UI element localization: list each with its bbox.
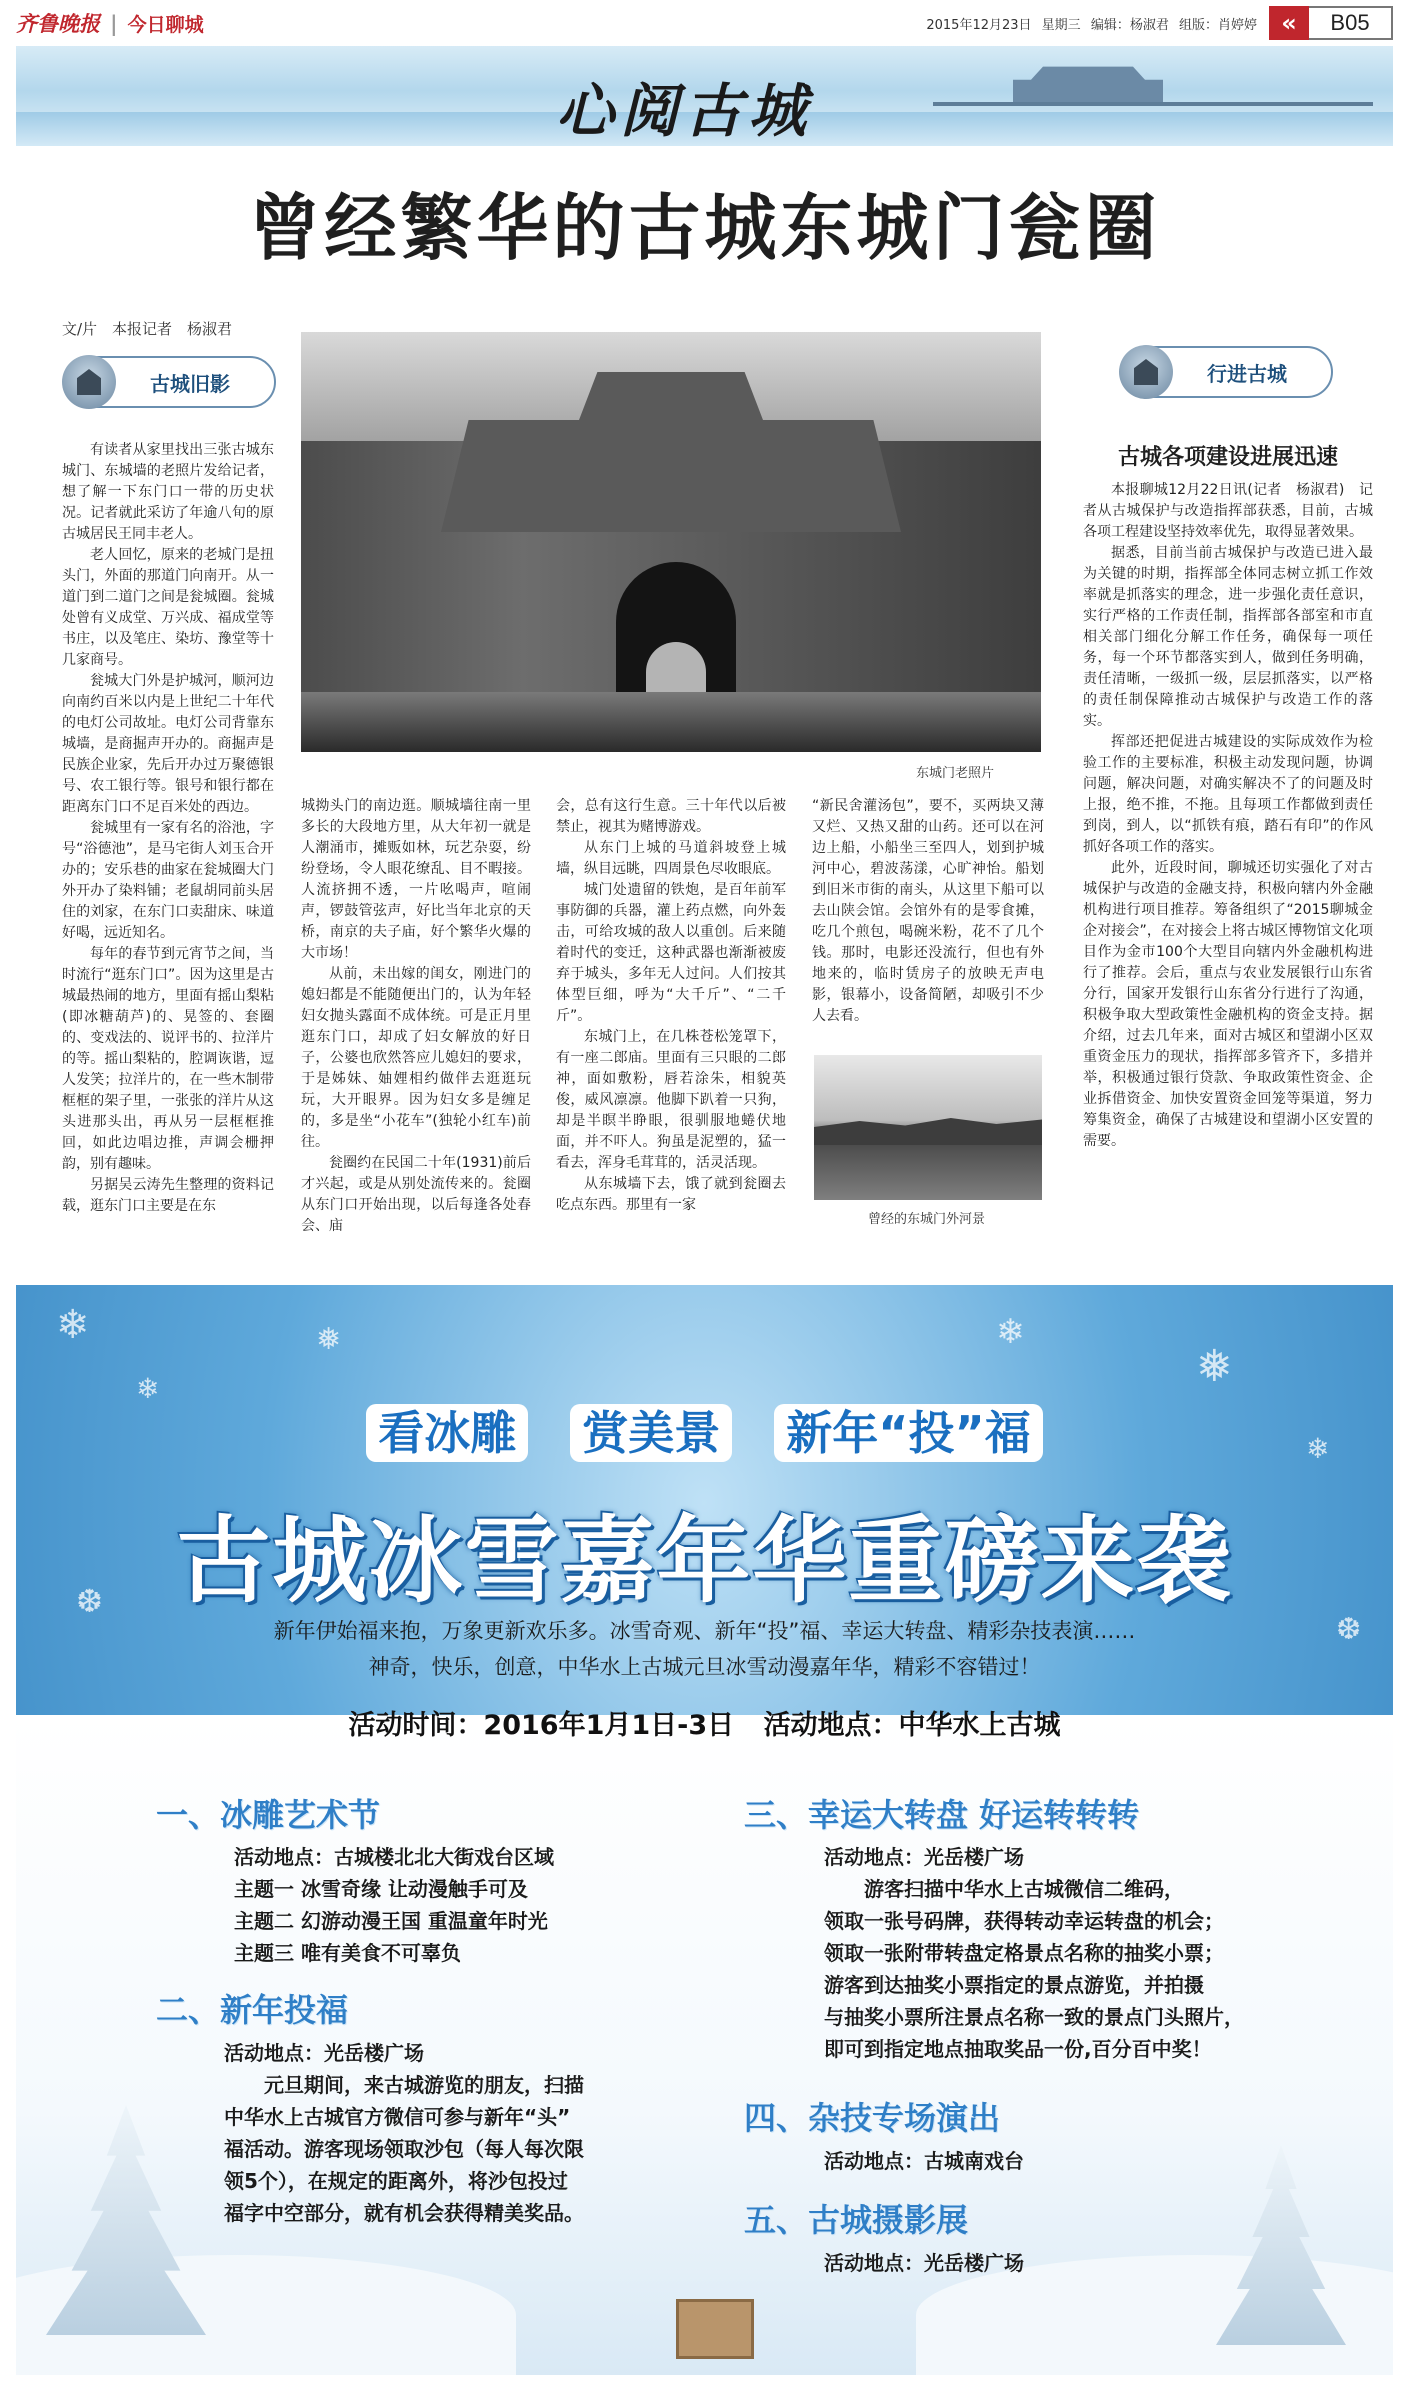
ad-section-title: 三、幸运大转盘 好运转转转: [744, 1796, 1140, 1834]
article-paragraph: 城拗头门的南边逛。顺城墙往南一里多长的大段地方里，从大年初一就是人潮涌市，摊贩如林，玩艺杂耍，纷纷登场，令人眼花缭乱、目不暇接。人流挤拥不透，一片吆喝声，喧闹声，锣鼓管弦声，好比当年北京的天桥，南京的夫子庙，好个繁华火爆的大市场！: [301, 798, 531, 961]
article-paragraph: “新民舍灌汤包”，要不，买两块又薄又烂、又热又甜的山药。还可以在河边上船，小船坐三至四人，划到护城河中心，碧波荡漾，心旷神怡。船划到旧米市街的南头，从这里下船可以去山陕会馆。会馆外有的是零食摊，吃几个煎包，喝碗米粉，花不了几个钱。那时，电影还没流行，但也有外地来的，临时赁房子的放映无声电影，银幕小，设备简陋，却吸引不少人去看。: [812, 798, 1044, 1024]
issue-info: [926, 14, 1257, 33]
ad-intro-line-2: 神奇，快乐，创意，中华水上古城元旦冰雪动漫嘉年华，精彩不容错过！: [368, 1655, 1041, 1679]
ad-section-body: [824, 1841, 1244, 2065]
article-headline: 曾经繁华的古城东城门瓮圈: [248, 186, 1161, 270]
ad-line: 福字中空部分，就有机会获得精美奖品。: [224, 2201, 584, 2225]
ad-section-body: [224, 2037, 584, 2229]
article-column-3: [556, 796, 786, 1276]
sidebar-title: 古城各项建设进展迅速: [1117, 445, 1338, 470]
sidebar-column: [1083, 480, 1373, 1275]
ad-line: 活动地点：古城南戏台: [824, 2149, 1024, 2173]
double-chevron-icon: «: [1269, 6, 1309, 40]
article-column-2: [301, 796, 531, 1276]
ad-section-body: [824, 2247, 1024, 2279]
ad-section-body: [824, 2145, 1024, 2177]
sidebar-paragraph: 挥部还把促进古城建设的实际成效作为检验工作的主要标准，积极主动发现问题，协调问题，解决问题，对确实解决不了的问题及时上报，绝不推，不拖。且每项工作都做到责任到岗，到人，以“抓铁有痕，踏石有印”的作风抓好各项工作的落实。: [1083, 734, 1373, 855]
article-paragraph: 从东门上城的马道斜坡登上城墙，纵目远眺，四周景色尽收眼底。: [556, 840, 786, 877]
ad-line: 福活动。游客现场领取沙包（每人每次限: [224, 2137, 584, 2161]
article-column-1: [62, 440, 274, 1276]
slogan-item: 看冰雕: [366, 1404, 528, 1462]
ad-section-body: [234, 1841, 554, 1969]
article-paragraph: 东城门上，在几株苍松笼罩下，有一座二郎庙。里面有三只眼的二郎神，面如敷粉，唇若涂朱，相貌英俊，威风凛凛。他脚下趴着一只狗，却是半瞑半睁眼，很驯服地蜷伏地面，并不吓人。狗虽是泥塑的，猛一看去，浑身毛茸茸的，活灵活现。: [556, 1029, 786, 1171]
snowflake-icon: ❅: [316, 1322, 342, 1357]
article-byline: 文/片 本报记者 杨淑君: [62, 320, 233, 338]
section-badge-label: 行进古城: [1207, 361, 1287, 386]
article-column-4: [812, 796, 1044, 1046]
issue-weekday: 星期三: [1041, 18, 1081, 33]
snowflake-icon: ❆: [1336, 1612, 1362, 1647]
section-badge-old-photos: [66, 356, 276, 408]
ad-section-title: 四、杂技专场演出: [744, 2099, 1001, 2137]
ad-line: 领取一张附带转盘定格景点名称的抽奖小票；: [824, 1941, 1224, 1965]
article-paragraph: 每年的春节到元宵节之间，当时流行“逛东门口”。因为这里是古城最热闹的地方，里面有摇山梨粘(即冰糖葫芦)的、晃签的、套圈的、变戏法的、说评书的、拉洋片的等。摇山梨粘的，腔调诙谐，逗人发笑；拉洋片的，在一些木制带框框的架子里，一张张的洋片从这头进那头出，再从另一层框框推回，如此边唱边推，声调会栅押韵，别有趣味。: [62, 946, 274, 1172]
ad-line: 与抽奖小票所注景点名称一致的景点门头照片，: [824, 2005, 1244, 2029]
ad-line: 主题三 唯有美食不可辜负: [234, 1941, 461, 1965]
page-number-tab: [1269, 6, 1393, 40]
ad-section-title: 一、冰雕艺术节: [156, 1796, 381, 1834]
slogan-item: 新年“投”福: [774, 1404, 1042, 1462]
page-number: B05: [1309, 6, 1393, 40]
ad-line: 活动地点：古城楼北北大街戏台区域: [234, 1845, 554, 1869]
article-paragraph: 另据吴云涛先生整理的资料记载，逛东门口主要是在东: [62, 1177, 274, 1214]
wooden-crate-graphic: [676, 2299, 754, 2359]
snowflake-icon: ❄: [996, 1312, 1025, 1352]
photo-caption: 曾经的东城门外河景: [868, 1212, 986, 1227]
column-banner: [16, 46, 1393, 146]
ad-line: 元旦期间，来古城游览的朋友，扫描: [224, 2073, 584, 2097]
ad-line: 主题一 冰雪奇缘 让动漫触手可及: [234, 1877, 528, 1901]
bridge-graphic: [933, 102, 1373, 128]
ad-line: 活动地点：光岳楼广场: [224, 2041, 424, 2065]
masthead: 齐鲁晚报 | 今日聊城: [16, 11, 204, 36]
article-paragraph: 瓮城里有一家有名的浴池，字号“浴德池”，是马宅街人刘玉合开办的；安乐巷的曲家在瓮城圈大门外开办了染料铺；老鼠胡同前头居住的刘家，在东门口卖甜床、味道好喝，远近知名。: [62, 820, 274, 941]
moat-old-photo: [814, 1055, 1042, 1200]
ad-line: 领5个），在规定的距离外，将沙包投过: [224, 2169, 568, 2193]
slogan-item: 赏美景: [570, 1404, 732, 1462]
article-paragraph: 有读者从家里找出三张古城东城门、东城墙的老照片发给记者，想了解一下东门口一带的历史状况。记者就此采访了年逾八旬的原古城居民王同丰老人。: [62, 442, 274, 542]
sidebar-paragraph: 本报聊城12月22日讯(记者 杨淑君) 记者从古城保护与改造指挥部获悉，目前，古城各项工程建设坚持效率优先，取得显著效果。: [1083, 482, 1373, 540]
ad-line: 游客扫描中华水上古城微信二维码，: [824, 1877, 1184, 1901]
section-badge-label: 古城旧影: [150, 371, 230, 396]
ad-line: 即可到指定地点抽取奖品一份,百分百中奖！: [824, 2037, 1212, 2061]
bell-tower-icon: [1119, 345, 1173, 399]
article-paragraph: 从东城墙下去，饿了就到瓮圈去吃点东西。那里有一家: [556, 1176, 786, 1213]
article-paragraph: 瓮城大门外是护城河，顺河边向南约百米以内是上世纪二十年代的电灯公司故址。电灯公司背靠东城墙，是商掘声开办的。商掘声是民族企业家，先后开办过万聚德银号、农工银行等。银号和银行都在距离东门口不足百米处的西边。: [62, 673, 274, 815]
ad-line: 活动地点：光岳楼广场: [824, 1845, 1024, 1869]
issue-date: 2015年12月23日: [926, 18, 1032, 33]
snowflake-icon: ❆: [76, 1582, 103, 1620]
ad-slogan: [16, 1397, 1393, 1463]
edition-name: 今日聊城: [127, 14, 204, 36]
article-paragraph: 会，总有这行生意。三十年代以后被禁止，视其为赌博游戏。: [556, 798, 786, 835]
snowflake-icon: ❄: [1306, 1432, 1330, 1465]
layout-credit: 组版：肖婷婷: [1178, 18, 1257, 33]
ad-line: 领取一张号码牌，获得转动幸运转盘的机会；: [824, 1909, 1224, 1933]
article-paragraph: 老人回忆，原来的老城门是扭头门，外面的那道门向南开。从一道门到二道门之间是瓮城圈。瓮城处曾有义成堂、万兴成、福成堂等书庄，以及笔庄、染坊、豫堂等十几家商号。: [62, 547, 274, 668]
page-header: [0, 0, 1409, 44]
article-paragraph: 瓮圈约在民国二十年(1931)前后才兴起，或是从别处流传来的。瓮圈从东门口开始出现，以后每逢各处春会、庙: [301, 1155, 531, 1234]
event-place: 活动地点：中华水上古城: [763, 1710, 1061, 1741]
snowflake-icon: ❄: [136, 1372, 160, 1405]
ad-section-title: 五、古城摄影展: [744, 2201, 969, 2239]
column-title: 心阅古城: [556, 77, 813, 145]
city-tower-icon: [62, 355, 116, 409]
sidebar-paragraph: 据悉，目前当前古城保护与改造已进入最为关键的时期，指挥部全体同志树立抓工作效率就是抓落实的理念，进一步强化责任意识，实行严格的工作责任制，指挥部各部室和市直相关部门细化分解工作任务，确保每一项任务，每一个环节都落实到人，做到任务明确，责任清晰，一级抓一级，层层抓落实，以严格的责任制保障推动古城保护与改造工作的落实。: [1083, 545, 1373, 729]
ad-line: 主题二 幻游动漫王国 重温童年时光: [234, 1909, 548, 1933]
ad-line: 活动地点：光岳楼广场: [824, 2251, 1024, 2275]
photo-caption: 东城门老照片: [916, 766, 995, 781]
article-paragraph: 从前，未出嫁的闺女，刚进门的媳妇都是不能随便出门的，认为年轻妇女抛头露面不成体统。可是正月里逛东门口，却成了妇女解放的好日子，公婆也欣然答应儿媳妇的要求，于是姊妹、妯娌相约做伴去逛逛玩玩，大开眼界。因为妇女多是缠足的，多是坐“小花车”(独轮小红车)前往。: [301, 966, 531, 1150]
event-time: 活动时间：2016年1月1日-3日: [348, 1710, 735, 1741]
ad-line: 游客到达抽奖小票指定的景点游览，并拍摄: [824, 1973, 1204, 1997]
east-gate-old-photo: [301, 332, 1041, 752]
ad-headline: 古城冰雪嘉年华重磅来袭: [176, 1507, 1233, 1616]
city-gate-graphic: [1013, 60, 1163, 104]
snowflake-icon: ❅: [1196, 1341, 1233, 1392]
ad-time-place: [16, 1703, 1393, 1742]
snowflake-icon: ❄: [56, 1302, 90, 1348]
ad-line: 中华水上古城官方微信可参与新年“头”: [224, 2105, 571, 2129]
article-paragraph: 城门处遗留的铁炮，是百年前军事防御的兵器，灌上药点燃，向外轰击，可给攻城的敌人以重创。后来随着时代的变迁，这种武器也渐渐被废弃于城头，多年无人过问。人们按其体型巨细，呼为“大千斤”、“二千斤”。: [556, 882, 786, 1024]
editor-credit: 编辑：杨淑君: [1090, 18, 1169, 33]
ice-carnival-advertisement: [16, 1285, 1393, 2375]
ad-section-title: 二、新年投福: [156, 1991, 349, 2029]
ad-intro-line-1: 新年伊始福来抱，万象更新欢乐多。冰雪奇观、新年“投”福、幸运大转盘、精彩杂技表演……: [273, 1619, 1136, 1643]
sidebar-paragraph: 此外，近段时间，聊城还切实强化了对古城保护与改造的金融支持，积极向辖内外金融机构进行项目推荐。筹备组织了“2015聊城金企对接会”，在对接会上将古城区博物馆文化项目作为金市100个大型目向辖内外金融机构进行了推荐。会后，重点与农业发展银行山东省分行，国家开发银行山东省分行进行了沟通，积极争取大型政策性金融机构的资金支持。据介绍，过去几年来，面对古城区和望湖小区双重资金压力的现状，指挥部多管齐下，多措并举，积极通过银行贷款、争取政策性资金、企业拆借资金、加快安置资金回笼等渠道，努力筹集资金，确保了古城建设和望湖小区安置的需要。: [1083, 860, 1373, 1149]
paper-name: 齐鲁晚报: [16, 11, 100, 36]
section-badge-progress: [1123, 346, 1333, 398]
